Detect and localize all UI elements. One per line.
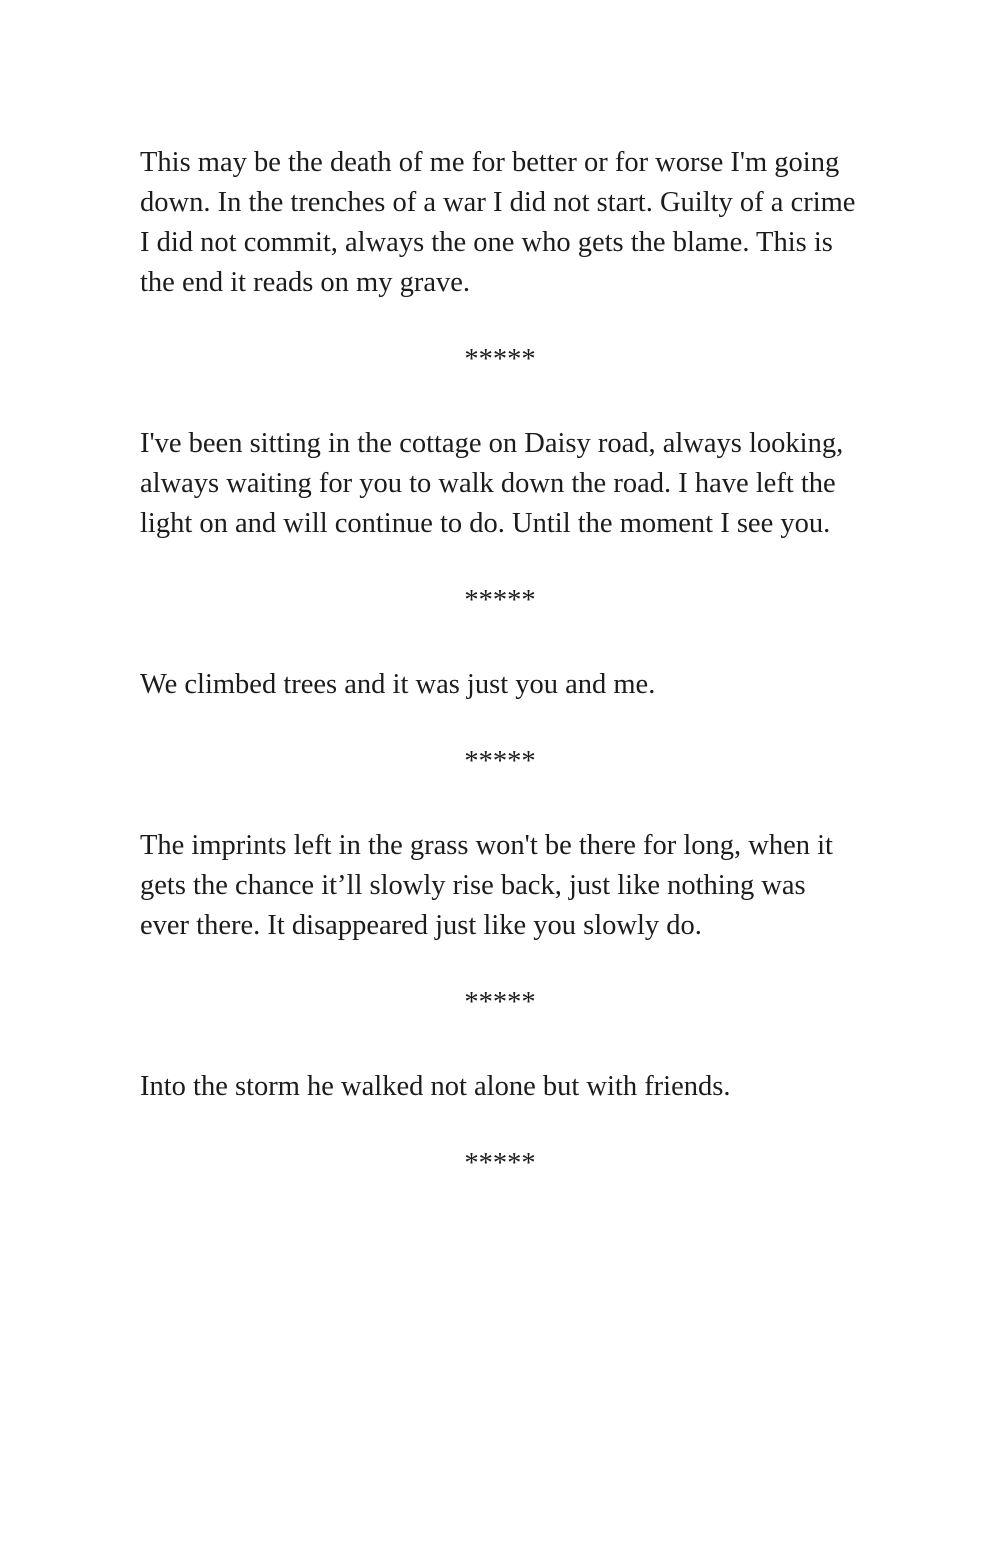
- paragraph: I've been sitting in the cottage on Daisy road, always looking, always waiting for you to walk down the road. I have left the light on and will continue to do. Until the moment I see you.: [140, 428, 844, 539]
- paragraph: The imprints left in the grass won't be there for long, when it gets the chance it’ll slowly rise back, just like nothing was ever there. It disappeared just like you slowly do.: [140, 830, 833, 941]
- section-separator: *****: [464, 987, 536, 1018]
- section-separator: *****: [464, 344, 536, 375]
- section-separator: *****: [464, 1148, 536, 1179]
- section-separator: *****: [464, 585, 536, 616]
- paragraph: We climbed trees and it was just you and me.: [140, 669, 656, 700]
- paragraph: Into the storm he walked not alone but with friends.: [140, 1071, 731, 1102]
- paragraph: This may be the death of me for better or for worse I'm going down. In the trenches of a war I did not start. Guilty of a crime I did not commit, always the one who gets the blame. This is the end it reads on my grave.: [140, 147, 856, 298]
- section-separator: *****: [464, 746, 536, 777]
- document-body: [140, 143, 860, 1184]
